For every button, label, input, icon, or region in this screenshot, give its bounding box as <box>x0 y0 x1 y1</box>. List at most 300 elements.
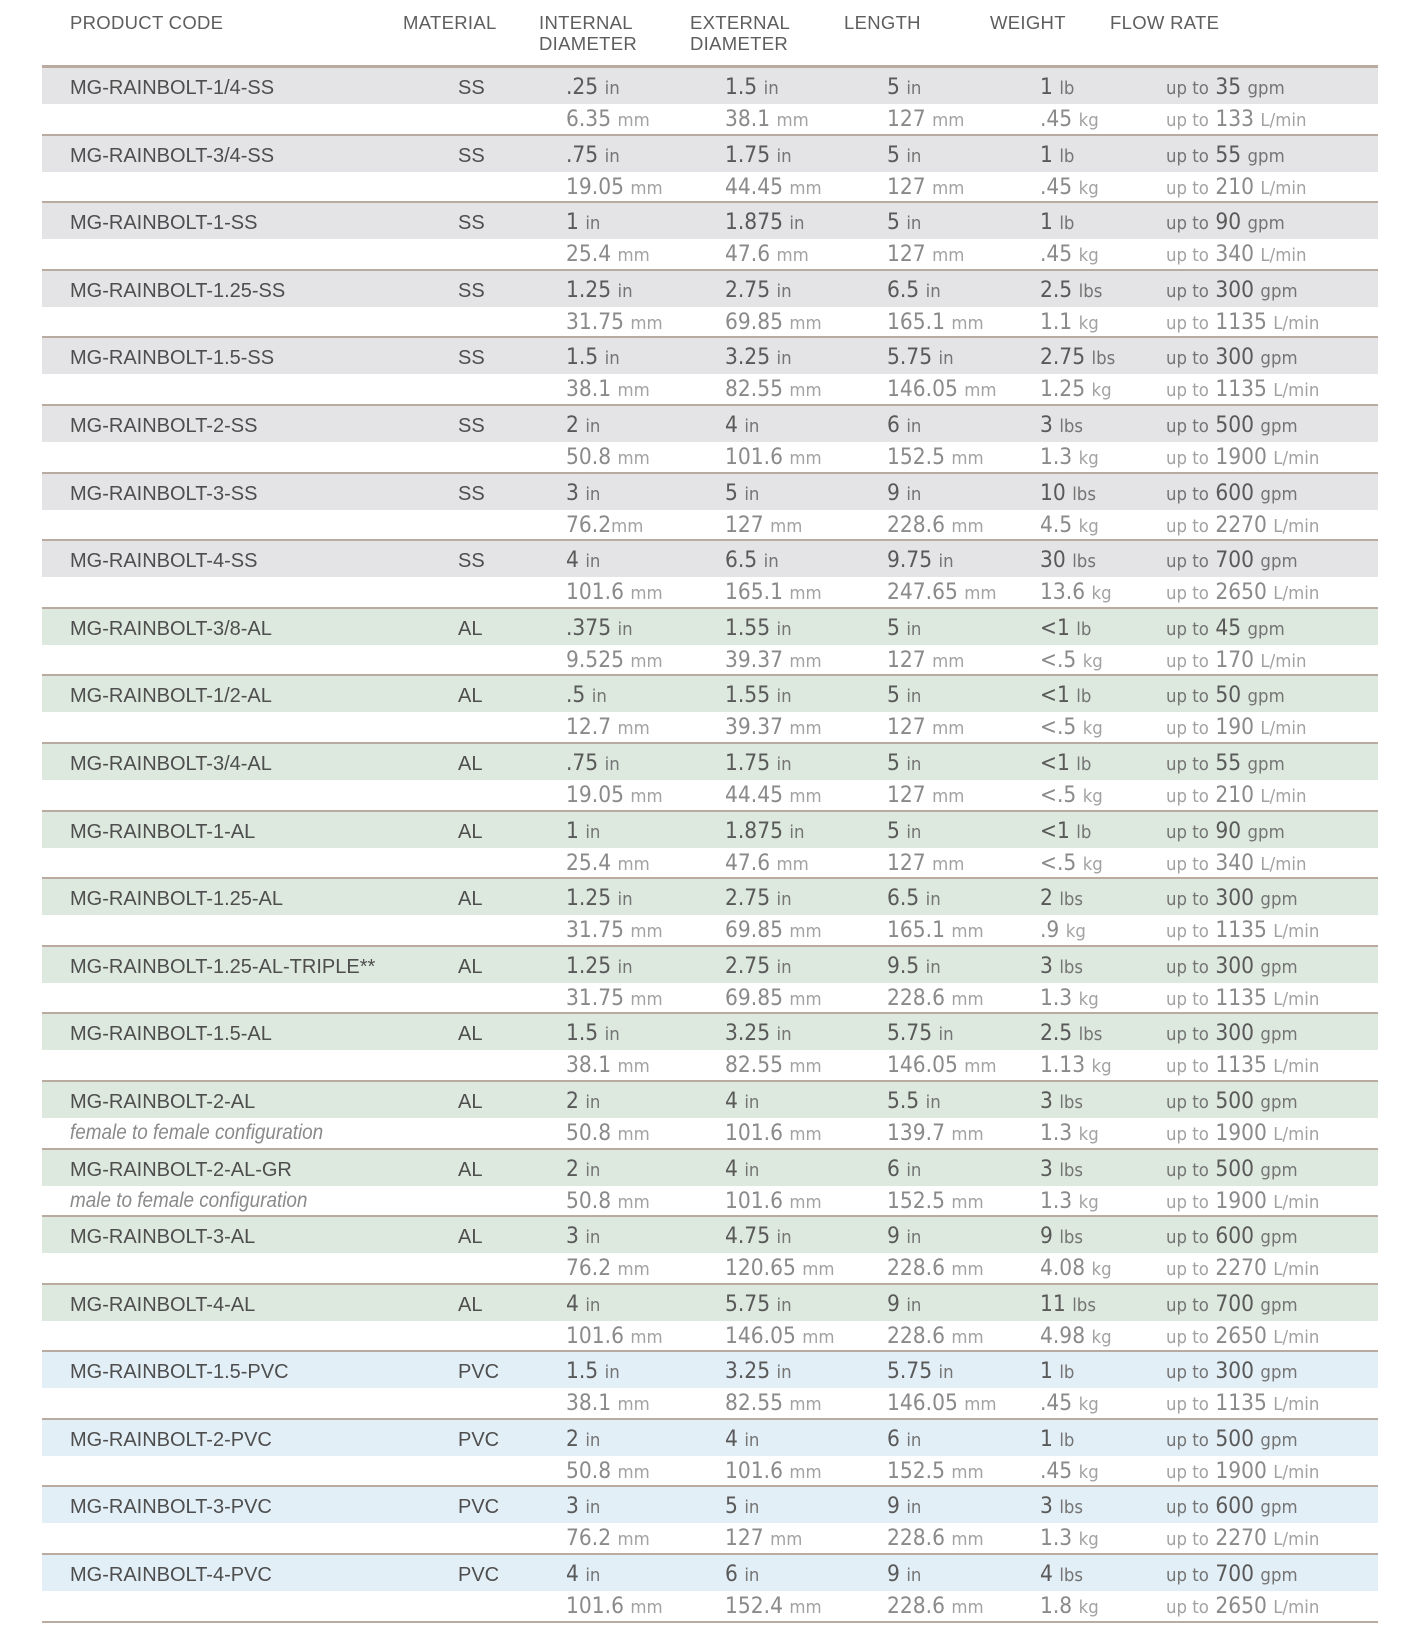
internal-diameter-mm: 31.75 mm <box>566 309 663 335</box>
flow-rate-gpm: up to 50 gpm <box>1166 683 1285 709</box>
length-in: 9 in <box>887 1494 922 1520</box>
product-code: MG-RAINBOLT-1.25-AL <box>70 888 284 911</box>
row-imperial <box>42 1487 1378 1523</box>
length-in: 6 in <box>887 1156 922 1182</box>
table-row <box>42 1014 1378 1082</box>
flow-rate-lpm: up to 1900 L/min <box>1166 444 1320 470</box>
material: AL <box>458 955 483 978</box>
weight-lb: 2.75 lbs <box>1040 345 1116 371</box>
internal-diameter-mm: 25.4 mm <box>566 242 650 268</box>
external-diameter-in: 1.5 in <box>725 75 779 100</box>
internal-diameter-mm: 101.6 mm <box>566 1323 663 1349</box>
spec-table <box>42 0 1378 1623</box>
table-row <box>42 609 1378 677</box>
row-imperial <box>42 812 1378 848</box>
product-code: MG-RAINBOLT-2-SS <box>70 414 258 437</box>
row-metric <box>42 1591 1378 1621</box>
internal-diameter-in: 1 in <box>566 818 601 844</box>
length-mm: 127 mm <box>887 107 965 132</box>
weight-kg: .45 kg <box>1040 107 1099 132</box>
weight-lb: 3 lbs <box>1040 1088 1084 1114</box>
header-internal-diameter: INTERNAL DIAMETER <box>539 12 637 54</box>
length-in: 9 in <box>887 1562 922 1588</box>
table-row <box>42 1555 1378 1623</box>
internal-diameter-mm: 9.525 mm <box>566 647 663 673</box>
external-diameter-mm: 101.6 mm <box>725 1120 822 1146</box>
external-diameter-mm: 120.65 mm <box>725 1256 835 1282</box>
internal-diameter-mm: 31.75 mm <box>566 918 663 944</box>
table-row <box>42 68 1378 136</box>
flow-rate-lpm: up to 2650 L/min <box>1166 580 1320 606</box>
material: PVC <box>458 1564 500 1587</box>
material: AL <box>458 617 483 640</box>
row-imperial <box>42 1082 1378 1118</box>
flow-rate-gpm: up to 500 gpm <box>1166 412 1298 438</box>
table-header <box>42 0 1378 68</box>
internal-diameter-in: 1.5 in <box>566 345 620 371</box>
flow-rate-gpm: up to 500 gpm <box>1166 1088 1298 1114</box>
external-diameter-mm: 165.1 mm <box>725 580 822 606</box>
product-code: MG-RAINBOLT-1.25-AL-TRIPLE** <box>70 955 376 978</box>
length-in: 5 in <box>887 210 922 236</box>
external-diameter-mm: 47.6 mm <box>725 850 809 876</box>
external-diameter-in: 5.75 in <box>725 1291 792 1317</box>
length-in: 5 in <box>887 142 922 168</box>
external-diameter-in: 1.55 in <box>725 615 792 641</box>
row-metric <box>42 848 1378 878</box>
internal-diameter-in: .75 in <box>566 750 620 776</box>
material: SS <box>458 144 485 167</box>
internal-diameter-in: 1 in <box>566 210 601 236</box>
product-code: MG-RAINBOLT-3-SS <box>70 482 258 505</box>
weight-lb: 2 lbs <box>1040 886 1084 912</box>
product-code: MG-RAINBOLT-3/4-AL <box>70 752 272 775</box>
product-code: MG-RAINBOLT-1.5-PVC <box>70 1361 289 1384</box>
row-metric <box>42 510 1378 540</box>
flow-rate-lpm: up to 2650 L/min <box>1166 1594 1320 1620</box>
row-metric <box>42 172 1378 202</box>
row-imperial <box>42 879 1378 915</box>
row-metric <box>42 645 1378 675</box>
external-diameter-mm: 44.45 mm <box>725 174 822 200</box>
external-diameter-mm: 69.85 mm <box>725 985 822 1011</box>
row-imperial <box>42 1285 1378 1321</box>
product-code: MG-RAINBOLT-1-AL <box>70 820 256 843</box>
table-row <box>42 271 1378 339</box>
internal-diameter-mm: 101.6 mm <box>566 580 663 606</box>
table-row <box>42 744 1378 812</box>
internal-diameter-mm: 19.05 mm <box>566 174 663 200</box>
external-diameter-mm: 101.6 mm <box>725 1188 822 1214</box>
row-metric <box>42 712 1378 742</box>
internal-diameter-mm: 50.8 mm <box>566 1458 650 1484</box>
flow-rate-gpm: up to 500 gpm <box>1166 1426 1298 1452</box>
external-diameter-mm: 101.6 mm <box>725 444 822 470</box>
flow-rate-lpm: up to 2270 L/min <box>1166 512 1320 538</box>
configuration-note: female to female configuration <box>70 1120 324 1144</box>
configuration-note: male to female configuration <box>70 1188 308 1212</box>
length-in: 5 in <box>887 615 922 641</box>
weight-lb: 1 lb <box>1040 1359 1075 1385</box>
row-imperial <box>42 271 1378 307</box>
length-in: 6.5 in <box>887 277 941 303</box>
flow-rate-lpm: up to 1900 L/min <box>1166 1120 1320 1146</box>
flow-rate-gpm: up to 300 gpm <box>1166 345 1298 371</box>
internal-diameter-mm: 101.6 mm <box>566 1594 663 1620</box>
material: SS <box>458 77 485 99</box>
row-imperial <box>42 1352 1378 1388</box>
weight-kg: .45 kg <box>1040 1391 1099 1417</box>
flow-rate-lpm: up to 1135 L/min <box>1166 985 1320 1011</box>
table-row <box>42 406 1378 474</box>
weight-lb: 1 lb <box>1040 142 1075 168</box>
flow-rate-gpm: up to 600 gpm <box>1166 480 1298 506</box>
internal-diameter-in: .75 in <box>566 142 620 168</box>
row-imperial <box>42 406 1378 442</box>
header-product-code: PRODUCT CODE <box>70 12 224 33</box>
internal-diameter-mm: 25.4 mm <box>566 850 650 876</box>
weight-lb: 3 lbs <box>1040 1156 1084 1182</box>
internal-diameter-in: 4 in <box>566 548 601 574</box>
material: SS <box>458 347 485 370</box>
row-imperial <box>42 474 1378 510</box>
material: AL <box>458 820 483 843</box>
flow-rate-lpm: up to 1135 L/min <box>1166 918 1320 944</box>
material: AL <box>458 1226 483 1249</box>
flow-rate-lpm: up to 190 L/min <box>1166 715 1307 741</box>
internal-diameter-in: 2 in <box>566 1156 601 1182</box>
weight-lb: <1 lb <box>1040 615 1092 641</box>
product-code: MG-RAINBOLT-2-PVC <box>70 1428 272 1451</box>
material: SS <box>458 279 485 302</box>
length-mm: 139.7 mm <box>887 1120 984 1146</box>
internal-diameter-mm: 50.8 mm <box>566 1120 650 1146</box>
length-in: 6 in <box>887 1426 922 1452</box>
row-imperial <box>42 136 1378 172</box>
external-diameter-in: 1.75 in <box>725 142 792 168</box>
internal-diameter-in: 4 in <box>566 1562 601 1588</box>
internal-diameter-in: 4 in <box>566 1291 601 1317</box>
product-code: MG-RAINBOLT-1-SS <box>70 212 258 235</box>
row-imperial <box>42 1555 1378 1591</box>
row-metric <box>42 1050 1378 1080</box>
product-code: MG-RAINBOLT-3-PVC <box>70 1496 272 1519</box>
external-diameter-mm: 127 mm <box>725 1526 803 1552</box>
length-mm: 146.05 mm <box>887 1053 997 1079</box>
row-metric <box>42 1118 1378 1148</box>
material: AL <box>458 752 483 775</box>
table-row <box>42 947 1378 1015</box>
length-mm: 228.6 mm <box>887 985 984 1011</box>
internal-diameter-mm: 38.1 mm <box>566 377 650 403</box>
length-mm: 228.6 mm <box>887 1526 984 1552</box>
flow-rate-lpm: up to 1135 L/min <box>1166 1053 1320 1079</box>
header-flow-rate: FLOW RATE <box>1110 12 1220 33</box>
flow-rate-lpm: up to 2270 L/min <box>1166 1526 1320 1552</box>
external-diameter-mm: 69.85 mm <box>725 918 822 944</box>
flow-rate-lpm: up to 2650 L/min <box>1166 1323 1320 1349</box>
header-external-diameter: EXTERNAL DIAMETER <box>690 12 791 54</box>
weight-kg: <.5 kg <box>1040 850 1103 876</box>
length-mm: 165.1 mm <box>887 918 984 944</box>
flow-rate-gpm: up to 55 gpm <box>1166 142 1285 168</box>
external-diameter-mm: 82.55 mm <box>725 1391 822 1417</box>
weight-kg: 1.3 kg <box>1040 444 1099 470</box>
length-mm: 152.5 mm <box>887 444 984 470</box>
flow-rate-lpm: up to 2270 L/min <box>1166 1256 1320 1282</box>
external-diameter-in: 5 in <box>725 480 760 506</box>
row-metric <box>42 1186 1378 1216</box>
external-diameter-mm: 101.6 mm <box>725 1458 822 1484</box>
weight-kg: .45 kg <box>1040 242 1099 268</box>
length-mm: 127 mm <box>887 174 965 200</box>
external-diameter-mm: 146.05 mm <box>725 1323 835 1349</box>
product-code: MG-RAINBOLT-1.25-SS <box>70 279 286 302</box>
internal-diameter-mm: 76.2mm <box>566 512 644 538</box>
weight-lb: 11 lbs <box>1040 1291 1096 1317</box>
table-row <box>42 1150 1378 1218</box>
external-diameter-in: 3.25 in <box>725 1021 792 1047</box>
material: PVC <box>458 1428 500 1451</box>
row-metric <box>42 239 1378 269</box>
internal-diameter-in: .25 in <box>566 75 620 100</box>
material: AL <box>458 1158 483 1181</box>
length-in: 6.5 in <box>887 886 941 912</box>
flow-rate-gpm: up to 35 gpm <box>1166 75 1285 100</box>
flow-rate-gpm: up to 700 gpm <box>1166 1562 1298 1588</box>
table-row <box>42 1487 1378 1555</box>
product-code: MG-RAINBOLT-1.5-SS <box>70 347 275 370</box>
product-code: MG-RAINBOLT-3/8-AL <box>70 617 272 640</box>
product-code: MG-RAINBOLT-3/4-SS <box>70 144 275 167</box>
weight-kg: .45 kg <box>1040 1458 1099 1484</box>
internal-diameter-mm: 31.75 mm <box>566 985 663 1011</box>
weight-lb: 1 lb <box>1040 210 1075 236</box>
weight-kg: .9 kg <box>1040 918 1086 944</box>
weight-kg: 1.3 kg <box>1040 1526 1099 1552</box>
length-in: 5 in <box>887 818 922 844</box>
table-row <box>42 1420 1378 1488</box>
external-diameter-mm: 152.4 mm <box>725 1594 822 1620</box>
weight-kg: 1.25 kg <box>1040 377 1112 403</box>
external-diameter-mm: 82.55 mm <box>725 377 822 403</box>
internal-diameter-in: 3 in <box>566 1224 601 1250</box>
weight-lb: 3 lbs <box>1040 412 1084 438</box>
row-imperial <box>42 1014 1378 1050</box>
product-code: MG-RAINBOLT-3-AL <box>70 1226 256 1249</box>
table-row <box>42 1082 1378 1150</box>
material: PVC <box>458 1496 500 1519</box>
flow-rate-gpm: up to 300 gpm <box>1166 1021 1298 1047</box>
internal-diameter-in: 2 in <box>566 1426 601 1452</box>
internal-diameter-in: 1.25 in <box>566 277 633 303</box>
external-diameter-in: 1.75 in <box>725 750 792 776</box>
weight-kg: 1.3 kg <box>1040 985 1099 1011</box>
product-code: MG-RAINBOLT-2-AL <box>70 1090 256 1113</box>
row-imperial <box>42 1150 1378 1186</box>
external-diameter-mm: 39.37 mm <box>725 715 822 741</box>
length-in: 5 in <box>887 683 922 709</box>
internal-diameter-in: .5 in <box>566 683 607 709</box>
internal-diameter-in: 1.25 in <box>566 953 633 979</box>
table-row <box>42 879 1378 947</box>
weight-lb: <1 lb <box>1040 750 1092 776</box>
row-imperial <box>42 541 1378 577</box>
flow-rate-lpm: up to 133 L/min <box>1166 107 1307 132</box>
table-body <box>42 68 1378 1623</box>
weight-kg: 1.8 kg <box>1040 1594 1099 1620</box>
internal-diameter-mm: 76.2 mm <box>566 1526 650 1552</box>
length-mm: 127 mm <box>887 647 965 673</box>
flow-rate-lpm: up to 1135 L/min <box>1166 1391 1320 1417</box>
external-diameter-in: 4 in <box>725 1088 760 1114</box>
table-row <box>42 1285 1378 1353</box>
length-in: 5 in <box>887 75 922 100</box>
external-diameter-mm: 38.1 mm <box>725 107 809 132</box>
flow-rate-lpm: up to 1135 L/min <box>1166 309 1320 335</box>
row-metric <box>42 780 1378 810</box>
material: PVC <box>458 1361 500 1384</box>
material: AL <box>458 888 483 911</box>
header-material: MATERIAL <box>403 12 497 33</box>
external-diameter-in: 6.5 in <box>725 548 779 574</box>
external-diameter-in: 2.75 in <box>725 277 792 303</box>
row-imperial <box>42 68 1378 104</box>
material: AL <box>458 685 483 708</box>
table-row <box>42 474 1378 542</box>
row-imperial <box>42 338 1378 374</box>
material: SS <box>458 550 485 573</box>
internal-diameter-mm: 50.8 mm <box>566 444 650 470</box>
flow-rate-gpm: up to 600 gpm <box>1166 1224 1298 1250</box>
product-code: MG-RAINBOLT-4-AL <box>70 1293 256 1316</box>
flow-rate-lpm: up to 340 L/min <box>1166 242 1307 268</box>
length-mm: 152.5 mm <box>887 1188 984 1214</box>
external-diameter-in: 3.25 in <box>725 345 792 371</box>
table-row <box>42 136 1378 204</box>
weight-kg: .45 kg <box>1040 174 1099 200</box>
length-in: 9.75 in <box>887 548 954 574</box>
table-row <box>42 812 1378 880</box>
flow-rate-gpm: up to 300 gpm <box>1166 886 1298 912</box>
row-metric <box>42 1523 1378 1553</box>
internal-diameter-in: 1.25 in <box>566 886 633 912</box>
weight-lb: 1 lb <box>1040 1426 1075 1452</box>
flow-rate-lpm: up to 210 L/min <box>1166 174 1307 200</box>
flow-rate-gpm: up to 700 gpm <box>1166 548 1298 574</box>
internal-diameter-in: 2 in <box>566 412 601 438</box>
length-mm: 152.5 mm <box>887 1458 984 1484</box>
weight-lb: <1 lb <box>1040 683 1092 709</box>
row-metric <box>42 442 1378 472</box>
internal-diameter-mm: 19.05 mm <box>566 782 663 808</box>
weight-kg: 1.3 kg <box>1040 1120 1099 1146</box>
row-metric <box>42 1321 1378 1351</box>
weight-lb: <1 lb <box>1040 818 1092 844</box>
flow-rate-gpm: up to 90 gpm <box>1166 818 1285 844</box>
row-imperial <box>42 1217 1378 1253</box>
length-mm: 127 mm <box>887 242 965 268</box>
flow-rate-lpm: up to 210 L/min <box>1166 782 1307 808</box>
external-diameter-in: 2.75 in <box>725 953 792 979</box>
weight-lb: 4 lbs <box>1040 1562 1084 1588</box>
weight-lb: 1 lb <box>1040 75 1075 100</box>
length-mm: 228.6 mm <box>887 512 984 538</box>
length-mm: 165.1 mm <box>887 309 984 335</box>
table-row <box>42 1352 1378 1420</box>
internal-diameter-in: 1.5 in <box>566 1359 620 1385</box>
flow-rate-gpm: up to 300 gpm <box>1166 953 1298 979</box>
external-diameter-in: 1.55 in <box>725 683 792 709</box>
table-row <box>42 1217 1378 1285</box>
flow-rate-gpm: up to 90 gpm <box>1166 210 1285 236</box>
weight-kg: 4.98 kg <box>1040 1323 1112 1349</box>
external-diameter-mm: 44.45 mm <box>725 782 822 808</box>
product-code: MG-RAINBOLT-4-SS <box>70 550 258 573</box>
material: SS <box>458 482 485 505</box>
weight-lb: 2.5 lbs <box>1040 277 1103 303</box>
table-row <box>42 676 1378 744</box>
material: SS <box>458 414 485 437</box>
flow-rate-gpm: up to 55 gpm <box>1166 750 1285 776</box>
internal-diameter-mm: 38.1 mm <box>566 1053 650 1079</box>
length-in: 6 in <box>887 412 922 438</box>
row-imperial <box>42 203 1378 239</box>
internal-diameter-in: 1.5 in <box>566 1021 620 1047</box>
external-diameter-in: 1.875 in <box>725 210 805 236</box>
internal-diameter-in: 2 in <box>566 1088 601 1114</box>
weight-kg: <.5 kg <box>1040 647 1103 673</box>
external-diameter-mm: 39.37 mm <box>725 647 822 673</box>
weight-lb: 2.5 lbs <box>1040 1021 1103 1047</box>
length-in: 5 in <box>887 750 922 776</box>
row-imperial <box>42 947 1378 983</box>
product-code: MG-RAINBOLT-1/4-SS <box>70 77 275 99</box>
length-in: 5.75 in <box>887 1359 954 1385</box>
length-mm: 127 mm <box>887 850 965 876</box>
weight-kg: 1.1 kg <box>1040 309 1099 335</box>
table-row <box>42 203 1378 271</box>
external-diameter-mm: 47.6 mm <box>725 242 809 268</box>
product-code: MG-RAINBOLT-4-PVC <box>70 1564 272 1587</box>
length-in: 5.75 in <box>887 345 954 371</box>
flow-rate-gpm: up to 600 gpm <box>1166 1494 1298 1520</box>
weight-kg: 1.13 kg <box>1040 1053 1112 1079</box>
row-metric <box>42 577 1378 607</box>
row-metric <box>42 374 1378 404</box>
length-in: 9 in <box>887 480 922 506</box>
weight-kg: 4.08 kg <box>1040 1256 1112 1282</box>
length-mm: 127 mm <box>887 715 965 741</box>
row-imperial <box>42 609 1378 645</box>
weight-kg: 13.6 kg <box>1040 580 1112 606</box>
flow-rate-lpm: up to 170 L/min <box>1166 647 1307 673</box>
internal-diameter-mm: 50.8 mm <box>566 1188 650 1214</box>
flow-rate-lpm: up to 340 L/min <box>1166 850 1307 876</box>
row-metric <box>42 1388 1378 1418</box>
internal-diameter-in: 3 in <box>566 480 601 506</box>
row-metric <box>42 1456 1378 1486</box>
length-mm: 247.65 mm <box>887 580 997 606</box>
table-row <box>42 338 1378 406</box>
row-metric <box>42 915 1378 945</box>
external-diameter-in: 5 in <box>725 1494 760 1520</box>
external-diameter-in: 4 in <box>725 1426 760 1452</box>
material: AL <box>458 1023 483 1046</box>
external-diameter-in: 1.875 in <box>725 818 805 844</box>
row-metric <box>42 307 1378 337</box>
external-diameter-in: 3.25 in <box>725 1359 792 1385</box>
